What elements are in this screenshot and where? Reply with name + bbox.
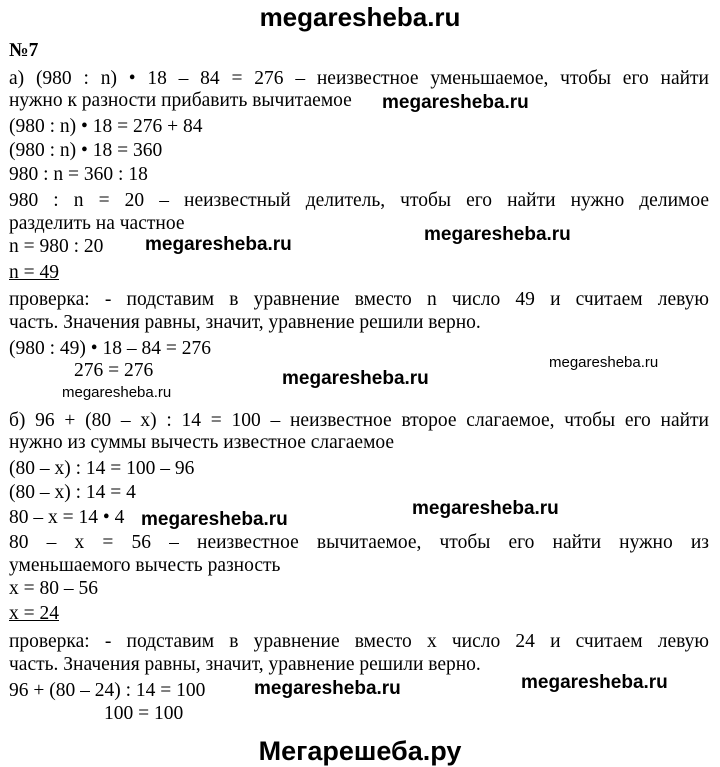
part-b-line-1: б) 96 + (80 – x) : 14 = 100 – неизвестное второе слагаемое, чтобы его найти [9,410,709,431]
watermark: megaresheba.ru [145,234,292,255]
part-a-check-1: проверка: - подставим в уравнение вместо n число 49 и считаем левую [9,289,709,310]
watermark: megaresheba.ru [282,368,429,389]
watermark: megaresheba.ru [382,92,529,113]
watermark: megaresheba.ru [424,224,571,245]
part-b-line-2: нужно из суммы вычесть известное слагаемое [9,432,395,453]
part-b-check-1: проверка: - подставим в уравнение вместо x число 24 и считаем левую [9,631,709,652]
task-number: №7 [9,40,39,61]
part-a-verify-1: (980 : 49) • 18 – 84 = 276 [9,338,211,359]
part-a-check-2: часть. Значения равны, значит, уравнение решили верно. [9,312,481,333]
watermark: megaresheba.ru [412,498,559,519]
part-b-line-8: x = 80 – 56 [9,578,98,599]
watermark: megaresheba.ru [549,354,659,371]
part-b-answer: x = 24 [9,603,59,624]
part-b-verify-2: 100 = 100 [104,703,184,724]
watermark: megaresheba.ru [254,678,401,699]
part-a-line-1: а) (980 : n) • 18 – 84 = 276 – неизвестное уменьшаемое, чтобы его найти [9,68,709,89]
part-a-line-8: n = 980 : 20 [9,236,104,257]
watermark: megaresheba.ru [141,509,288,530]
part-a-line-7: разделить на частное [9,213,185,234]
watermark: megaresheba.ru [62,384,172,401]
part-b-line-6: 80 – x = 56 – неизвестное вычитаемое, чтобы его найти нужно из [9,532,709,553]
part-a-answer: n = 49 [9,262,59,283]
site-header: megaresheba.ru [259,2,461,32]
part-b-line-3: (80 – x) : 14 = 100 – 96 [9,458,195,479]
part-a-line-6: 980 : n = 20 – неизвестный делитель, чтобы его найти нужно делимое [9,190,709,211]
part-b-verify-1: 96 + (80 – 24) : 14 = 100 [9,680,206,701]
part-a-line-4: (980 : n) • 18 = 360 [9,140,163,161]
part-b-line-5: 80 – x = 14 • 4 [9,507,125,528]
part-b-check-2: часть. Значения равны, значит, уравнение решили верно. [9,654,481,675]
part-a-verify-2: 276 = 276 [74,360,154,381]
watermark: megaresheba.ru [521,672,668,693]
site-footer: Мегарешеба.ру [258,736,462,766]
part-a-line-5: 980 : n = 360 : 18 [9,164,148,185]
part-a-line-2: нужно к разности прибавить вычитаемое [9,90,352,111]
part-a-line-3: (980 : n) • 18 = 276 + 84 [9,116,203,137]
part-b-line-7: уменьшаемого вычесть разность [9,555,281,576]
part-b-line-4: (80 – x) : 14 = 4 [9,482,136,503]
